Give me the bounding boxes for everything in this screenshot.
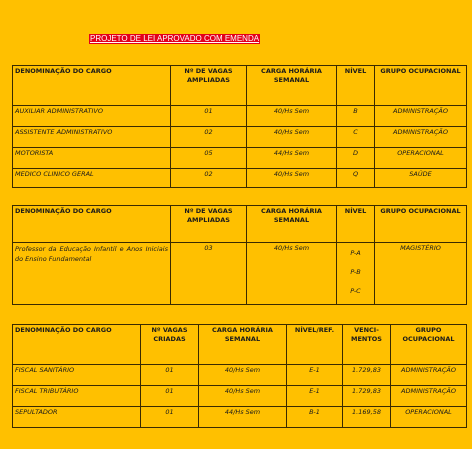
cell-vencimentos: 1.729,83 [343,386,391,407]
cell-grupo: ADMINISTRAÇÃO [375,127,467,148]
nivel-item: P-B [350,268,361,276]
cell-nivel: D [337,148,375,169]
cell-carga: 40/Hs Sem [247,127,337,148]
cell-vagas: 03 [171,243,247,305]
header-nivel: NÍVEL [337,66,375,106]
cargos-criados-table [12,324,467,428]
table-header-row [13,66,467,106]
cell-nivel: B [337,106,375,127]
header-vagas: Nº VAGAS CRIADAS [141,325,199,365]
header-nivel: NÍVEL [337,206,375,243]
table-row [13,365,467,386]
table-row [13,106,467,127]
header-vencimentos: VENCI-MENTOS [343,325,391,365]
cell-carga: 44/Hs Sem [199,407,287,428]
cell-carga: 40/Hs Sem [199,365,287,386]
cell-carga: 40/Hs Sem [247,243,337,305]
cell-grupo: SAÚDE [375,169,467,188]
cell-vagas: 01 [141,386,199,407]
cell-nivel: E-1 [287,386,343,407]
header-cargo: DENOMINAÇÃO DO CARGO [13,325,141,365]
cell-vencimentos: 1.169,58 [343,407,391,428]
cell-carga: 40/Hs Sem [247,106,337,127]
header-vagas: Nº DE VAGAS AMPLIADAS [171,66,247,106]
cell-nivel: E-1 [287,365,343,386]
table-row [13,148,467,169]
table-row [13,127,467,148]
cell-vagas: 02 [171,127,247,148]
cell-grupo: MAGISTÉRIO [375,243,467,305]
cell-cargo: AUXILIAR ADMINISTRATIVO [13,106,171,127]
cell-nivel-list [337,243,375,305]
header-grupo: GRUPO OCUPACIONAL [375,206,467,243]
cell-grupo: ADMINISTRAÇÃO [391,386,467,407]
nivel-item: P-A [350,249,361,257]
cell-nivel: B-1 [287,407,343,428]
cell-vagas: 02 [171,169,247,188]
cell-cargo: MEDICO CLINICO GERAL [13,169,171,188]
cell-cargo: Professor da Educação Infantil e Anos Iniciais do Ensino Fundamental [13,243,171,305]
header-grupo: GRUPO OCUPACIONAL [391,325,467,365]
cell-grupo: OPERACIONAL [391,407,467,428]
cell-cargo: ASSISTENTE ADMINISTRATIVO [13,127,171,148]
cell-vagas: 01 [141,365,199,386]
cell-vagas: 01 [141,407,199,428]
cargos-ampliados-table [12,65,467,188]
cell-grupo: ADMINISTRAÇÃO [375,106,467,127]
nivel-item: P-C [350,287,361,295]
professor-table [12,205,467,305]
cell-cargo: MOTORISTA [13,148,171,169]
header-vagas: Nº DE VAGAS AMPLIADAS [171,206,247,243]
cell-cargo: SEPULTADOR [13,407,141,428]
table-header-row [13,325,467,365]
table-row [13,407,467,428]
table-row [13,169,467,188]
cell-nivel: Q [337,169,375,188]
cell-grupo: ADMINISTRAÇÃO [391,365,467,386]
cell-carga: 44/Hs Sem [247,148,337,169]
cell-vagas: 01 [171,106,247,127]
header-cargo: DENOMINAÇÃO DO CARGO [13,206,171,243]
table-row [13,386,467,407]
cell-carga: 40/Hs Sem [247,169,337,188]
cell-carga: 40/Hs Sem [199,386,287,407]
cell-grupo: OPERACIONAL [375,148,467,169]
cell-cargo: FISCAL TRIBUTÁRIO [13,386,141,407]
cell-vagas: 05 [171,148,247,169]
cell-vencimentos: 1.729,83 [343,365,391,386]
banner-title: PROJETO DE LEI APROVADO COM EMENDA [90,34,260,43]
header-carga: CARGA HORÁRIA SEMANAL [247,206,337,243]
header-carga: CARGA HORÁRIA SEMANAL [247,66,337,106]
table-header-row [13,206,467,243]
header-grupo: GRUPO OCUPACIONAL [375,66,467,106]
header-nivel: NÍVEL/REF. [287,325,343,365]
header-carga: CARGA HORÁRIA SEMANAL [199,325,287,365]
header-cargo: DENOMINAÇÃO DO CARGO [13,66,171,106]
cell-cargo: FISCAL SANITÁRIO [13,365,141,386]
cell-nivel: C [337,127,375,148]
table-row [13,243,467,305]
